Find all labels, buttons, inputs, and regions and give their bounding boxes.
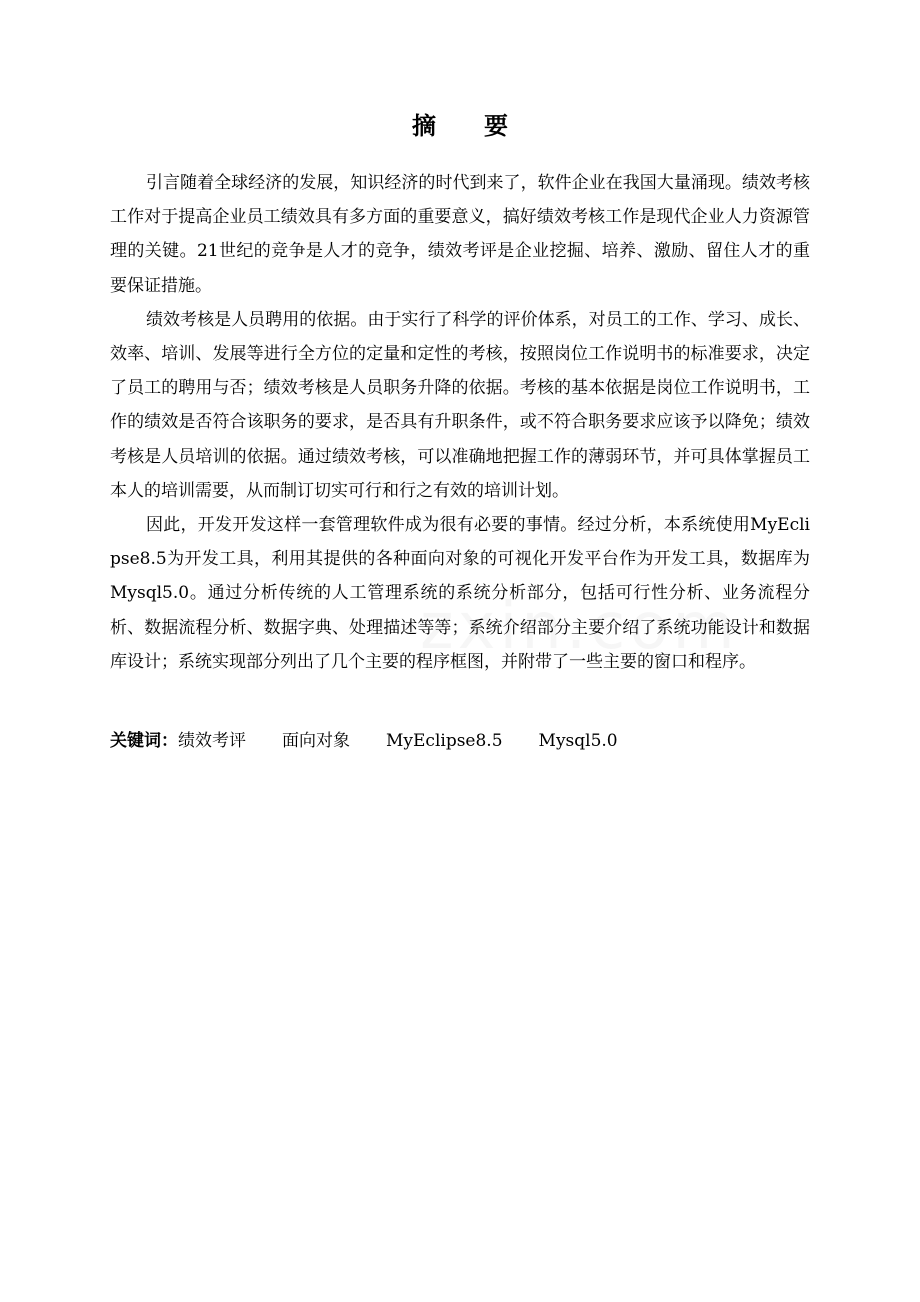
- abstract-paragraph-1: 引言随着全球经济的发展，知识经济的时代到来了，软件企业在我国大量涌现。绩效考核工作对于提高企业员工绩效具有多方面的重要意义，搞好绩效考核工作是现代企业人力资源管理的关键。21世纪的竞争是人才的竞争，绩效考评是企业挖掘、培养、激励、留住人才的重要保证措施。: [110, 173, 810, 296]
- title-part-1: 摘: [412, 111, 436, 140]
- keyword-3: MyEclipse8.5: [386, 731, 503, 751]
- keyword-2: 面向对象: [282, 731, 350, 751]
- page-title: [0, 108, 920, 144]
- abstract-body: [110, 166, 810, 679]
- abstract-paragraph-2: 绩效考核是人员聘用的依据。由于实行了科学的评价体系，对员工的工作、学习、成长、效率、培训、发展等进行全方位的定量和定性的考核，按照岗位工作说明书的标准要求，决定了员工的聘用与否；绩效考核是人员职务升降的依据。考核的基本依据是岗位工作说明书，工作的绩效是否符合该职务的要求，是否具有升职条件，或不符合职务要求应该予以降免；绩效考核是人员培训的依据。通过绩效考核，可以准确地把握工作的薄弱环节，并可具体掌握员工本人的培训需要，从而制订切实可行和行之有效的培训计划。: [110, 309, 810, 501]
- title-part-2: 要: [484, 111, 508, 140]
- keyword-1: 绩效考评: [178, 731, 246, 751]
- keywords-line: [110, 724, 810, 758]
- abstract-paragraph-3: 因此，开发开发这样一套管理软件成为很有必要的事情。经过分析，本系统使用MyEclipse8.5为开发工具，利用其提供的各种面向对象的可视化开发平台作为开发工具，数据库为Mysql5.0。通过分析传统的人工管理系统的系统分析部分，包括可行性分析、业务流程分析、数据流程分析、数据字典、处理描述等等；系统介绍部分主要介绍了系统功能设计和数据库设计；系统实现部分列出了几个主要的程序框图，并附带了一些主要的窗口和程序。: [110, 515, 810, 672]
- keywords-label: 关键词：: [110, 731, 178, 751]
- keyword-4: Mysql5.0: [538, 731, 618, 751]
